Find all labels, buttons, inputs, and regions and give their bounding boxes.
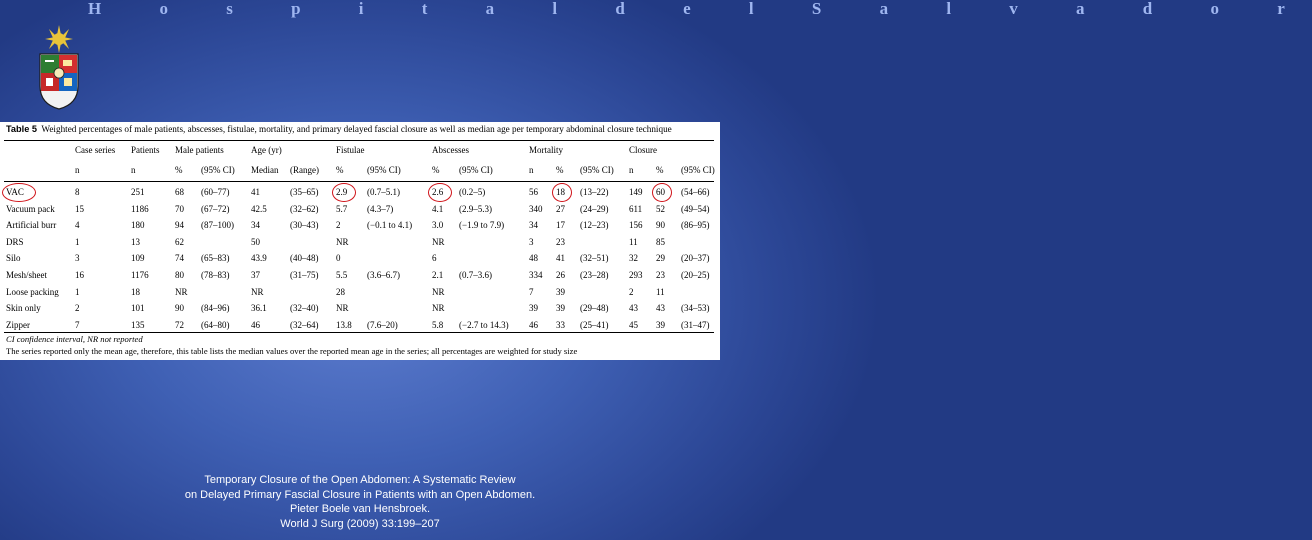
table-cell-male-pct: 90: [175, 303, 184, 313]
table-cell-fistulae-pct: 28: [336, 287, 345, 297]
table-cell-abscesses-pct: 5.8: [432, 320, 444, 330]
table-cell-patients-n: 18: [131, 287, 140, 297]
citation-block: [0, 473, 720, 531]
table-cell-mortality-pct: 17: [556, 220, 565, 230]
table-cell-technique: Artificial burr: [6, 220, 57, 230]
table-cell-patients-n: 1176: [131, 270, 149, 280]
sub-header: n: [629, 165, 634, 175]
sub-header: %: [556, 165, 564, 175]
table-cell-fistulae-ci: (−0.1 to 4.1): [367, 220, 413, 230]
citation-journal: World J Surg (2009) 33:199–207: [280, 517, 440, 530]
table-footnote-note: The series reported only the mean age, therefore, this table lists the median values over the reported mean age in the series; all percentages are weighted for study size: [6, 346, 578, 356]
table-cell-male-ci: (65–83): [201, 253, 230, 263]
hospital-title: H o s p i t a l d e l S a l v a d o r: [88, 0, 1312, 18]
sub-header: %: [656, 165, 664, 175]
group-header: Male patients: [175, 145, 224, 155]
table-cell-patients-n: 109: [131, 253, 145, 263]
table-cell-age-range: (30–43): [290, 220, 319, 230]
table-cell-mortality-n: 39: [529, 303, 538, 313]
table-cell-case-series-n: 16: [75, 270, 84, 280]
table-cell-case-series-n: 4: [75, 220, 80, 230]
table-cell-abscesses-pct: 3.0: [432, 220, 444, 230]
table-cell-mortality-ci: (32–51): [580, 253, 609, 263]
table-cell-male-pct: 68: [175, 187, 184, 197]
table-cell-fistulae-ci: (0.7–5.1): [367, 187, 400, 197]
table-cell-fistulae-pct: 13.8: [336, 320, 352, 330]
table-cell-mortality-n: 334: [529, 270, 543, 280]
table-cell-male-ci: (60–77): [201, 187, 230, 197]
highlight-circle: [552, 183, 572, 202]
table-cell-mortality-n: 56: [529, 187, 538, 197]
table-cell-patients-n: 180: [131, 220, 145, 230]
group-header: Fistulae: [336, 145, 365, 155]
table-cell-age-median: 41: [251, 187, 260, 197]
table-cell-technique: VAC: [6, 187, 24, 197]
table-cell-mortality-pct: 39: [556, 303, 565, 313]
table-cell-abscesses-pct: NR: [432, 303, 445, 313]
table-cell-fistulae-pct: 2.9: [336, 187, 348, 197]
table-cell-abscesses-ci: (0.7–3.6): [459, 270, 492, 280]
table-cell-closure-pct: 85: [656, 237, 665, 247]
table-cell-closure-n: 156: [629, 220, 643, 230]
table-cell-patients-n: 101: [131, 303, 145, 313]
table-cell-mortality-ci: (25–41): [580, 320, 609, 330]
group-header: Case series: [75, 145, 116, 155]
table-cell-age-median: 43.9: [251, 253, 267, 263]
table-cell-abscesses-ci: (0.2–5): [459, 187, 486, 197]
table-cell-age-median: 42.5: [251, 204, 267, 214]
table-cell-age-range: (32–40): [290, 303, 319, 313]
table-cell-abscesses-ci: (2.9–5.3): [459, 204, 492, 214]
table-cell-abscesses-pct: 4.1: [432, 204, 444, 214]
sub-header: %: [432, 165, 440, 175]
table-cell-age-range: (35–65): [290, 187, 319, 197]
table-cell-male-ci: (67–72): [201, 204, 230, 214]
table-cell-patients-n: 251: [131, 187, 145, 197]
table-cell-patients-n: 135: [131, 320, 145, 330]
table-cell-closure-pct: 52: [656, 204, 665, 214]
table-cell-case-series-n: 8: [75, 187, 80, 197]
table-cell-technique: DRS: [6, 237, 24, 247]
table-cell-age-median: 37: [251, 270, 260, 280]
table-cell-closure-ci: (20–25): [681, 270, 710, 280]
sub-header: n: [75, 165, 80, 175]
table-cell-age-median: 36.1: [251, 303, 267, 313]
table-cell-technique: Silo: [6, 253, 21, 263]
table-cell-fistulae-pct: 0: [336, 253, 341, 263]
table-cell-closure-n: 149: [629, 187, 643, 197]
table-label: Table 5: [6, 124, 37, 134]
table-cell-mortality-pct: 18: [556, 187, 565, 197]
table-cell-male-pct: 94: [175, 220, 184, 230]
table-cell-closure-pct: 29: [656, 253, 665, 263]
university-crest-icon: [36, 24, 82, 110]
table-cell-case-series-n: 1: [75, 237, 80, 247]
sub-header: (95% CI): [459, 165, 493, 175]
table-cell-abscesses-pct: 2.6: [432, 187, 444, 197]
table-cell-closure-n: 32: [629, 253, 638, 263]
table-cell-abscesses-pct: NR: [432, 287, 445, 297]
table-cell-male-ci: (87–100): [201, 220, 234, 230]
header-rule: [4, 181, 714, 182]
table-cell-age-range: (32–64): [290, 320, 319, 330]
table-cell-mortality-n: 3: [529, 237, 534, 247]
table-cell-closure-ci: (86–95): [681, 220, 710, 230]
table-cell-male-ci: (78–83): [201, 270, 230, 280]
table-cell-fistulae-pct: 5.5: [336, 270, 348, 280]
table-cell-closure-pct: 39: [656, 320, 665, 330]
table-cell-case-series-n: 3: [75, 253, 80, 263]
table-cell-mortality-n: 34: [529, 220, 538, 230]
table-cell-closure-pct: 90: [656, 220, 665, 230]
citation-title-line-2: on Delayed Primary Fascial Closure in Patients with an Open Abdomen.: [184, 488, 536, 501]
table-cell-mortality-pct: 33: [556, 320, 565, 330]
table-cell-abscesses-ci: (−2.7 to 14.3): [459, 320, 509, 330]
table-cell-mortality-n: 7: [529, 287, 534, 297]
sub-header: (95% CI): [367, 165, 401, 175]
table-cell-mortality-ci: (12–23): [580, 220, 609, 230]
table-cell-closure-ci: (34–53): [681, 303, 710, 313]
table-cell-patients-n: 1186: [131, 204, 149, 214]
table-caption: [6, 124, 672, 134]
table-cell-closure-ci: (49–54): [681, 204, 710, 214]
table-cell-closure-pct: 60: [656, 187, 665, 197]
table-cell-mortality-pct: 39: [556, 287, 565, 297]
table-cell-mortality-ci: (13–22): [580, 187, 609, 197]
sub-header: n: [529, 165, 534, 175]
table-cell-male-ci: (64–80): [201, 320, 230, 330]
table-cell-mortality-ci: (29–48): [580, 303, 609, 313]
table-cell-technique: Vacuum pack: [6, 204, 55, 214]
table-cell-technique: Zipper: [6, 320, 30, 330]
table-cell-mortality-pct: 27: [556, 204, 565, 214]
table-cell-male-ci: (84–96): [201, 303, 230, 313]
table-cell-age-median: 34: [251, 220, 260, 230]
table-cell-abscesses-pct: 2.1: [432, 270, 444, 280]
table-cell-mortality-n: 46: [529, 320, 538, 330]
sub-header: (95% CI): [681, 165, 715, 175]
citation-title-line-1: Temporary Closure of the Open Abdomen: A Systematic Review: [204, 474, 516, 486]
table-cell-age-range: (32–62): [290, 204, 319, 214]
group-header: Mortality: [529, 145, 563, 155]
table-cell-closure-n: 611: [629, 204, 643, 214]
table-cell-fistulae-pct: NR: [336, 237, 349, 247]
table-cell-fistulae-ci: (3.6–6.7): [367, 270, 400, 280]
table-cell-case-series-n: 7: [75, 320, 80, 330]
table-cell-mortality-pct: 26: [556, 270, 565, 280]
table-cell-age-range: (40–48): [290, 253, 319, 263]
table-cell-closure-pct: 11: [656, 287, 665, 297]
bottom-rule: [4, 332, 714, 333]
table-caption-text: Weighted percentages of male patients, abscesses, fistulae, mortality, and primary delayed fascial closure as well as median age per temporary abdominal closure technique: [41, 124, 672, 134]
table-cell-fistulae-ci: (4.3–7): [367, 204, 394, 214]
table-cell-mortality-n: 340: [529, 204, 543, 214]
table-cell-closure-ci: (20–37): [681, 253, 710, 263]
highlight-circle: [2, 183, 36, 202]
table-cell-fistulae-pct: NR: [336, 303, 349, 313]
top-rule: [4, 140, 714, 141]
crest-star: [45, 25, 73, 53]
table-cell-mortality-ci: (24–29): [580, 204, 609, 214]
table-cell-mortality-ci: (23–28): [580, 270, 609, 280]
table-cell-fistulae-pct: 5.7: [336, 204, 348, 214]
group-header: Closure: [629, 145, 657, 155]
group-header: Patients: [131, 145, 160, 155]
sub-header: (95% CI): [201, 165, 235, 175]
table-cell-male-pct: 74: [175, 253, 184, 263]
table-cell-age-median: NR: [251, 287, 264, 297]
table-cell-closure-pct: 43: [656, 303, 665, 313]
table-cell-mortality-pct: 41: [556, 253, 565, 263]
table-cell-case-series-n: 1: [75, 287, 80, 297]
table-cell-technique: Loose packing: [6, 287, 59, 297]
highlight-circle: [652, 183, 672, 202]
table-cell-technique: Skin only: [6, 303, 41, 313]
table-footnote-abbrev: CI confidence interval, NR not reported: [6, 334, 143, 344]
table-cell-male-pct: 72: [175, 320, 184, 330]
group-header: Age (yr): [251, 145, 282, 155]
table-cell-fistulae-ci: (7.6–20): [367, 320, 398, 330]
table-cell-abscesses-pct: NR: [432, 237, 445, 247]
table-cell-patients-n: 13: [131, 237, 140, 247]
table-cell-mortality-n: 48: [529, 253, 538, 263]
table-cell-abscesses-pct: 6: [432, 253, 437, 263]
table-cell-age-median: 46: [251, 320, 260, 330]
table-cell-male-pct: NR: [175, 287, 188, 297]
table-cell-male-pct: 70: [175, 204, 184, 214]
sub-header: Median: [251, 165, 279, 175]
table-cell-fistulae-pct: 2: [336, 220, 341, 230]
table-cell-closure-n: 293: [629, 270, 643, 280]
table-cell-mortality-pct: 23: [556, 237, 565, 247]
table-cell-closure-n: 11: [629, 237, 638, 247]
table-cell-abscesses-ci: (−1.9 to 7.9): [459, 220, 505, 230]
table-cell-case-series-n: 2: [75, 303, 80, 313]
table-cell-case-series-n: 15: [75, 204, 84, 214]
table-cell-male-pct: 62: [175, 237, 184, 247]
table-cell-closure-n: 45: [629, 320, 638, 330]
table-cell-closure-ci: (54–66): [681, 187, 710, 197]
results-table-panel: [0, 122, 720, 360]
sub-header: (Range): [290, 165, 319, 175]
table-cell-closure-pct: 23: [656, 270, 665, 280]
citation-author: Pieter Boele van Hensbroek.: [289, 503, 431, 515]
sub-header: %: [336, 165, 344, 175]
highlight-circle: [428, 183, 452, 202]
group-header: Abscesses: [432, 145, 469, 155]
table-cell-age-median: 50: [251, 237, 260, 247]
table-cell-age-range: (31–75): [290, 270, 319, 280]
sub-header: n: [131, 165, 136, 175]
sub-header: %: [175, 165, 183, 175]
table-cell-closure-n: 2: [629, 287, 634, 297]
table-cell-closure-n: 43: [629, 303, 638, 313]
highlight-circle: [332, 183, 356, 202]
table-cell-male-pct: 80: [175, 270, 184, 280]
sub-header: (95% CI): [580, 165, 614, 175]
table-cell-closure-ci: (31–47): [681, 320, 710, 330]
table-cell-technique: Mesh/sheet: [6, 270, 47, 280]
